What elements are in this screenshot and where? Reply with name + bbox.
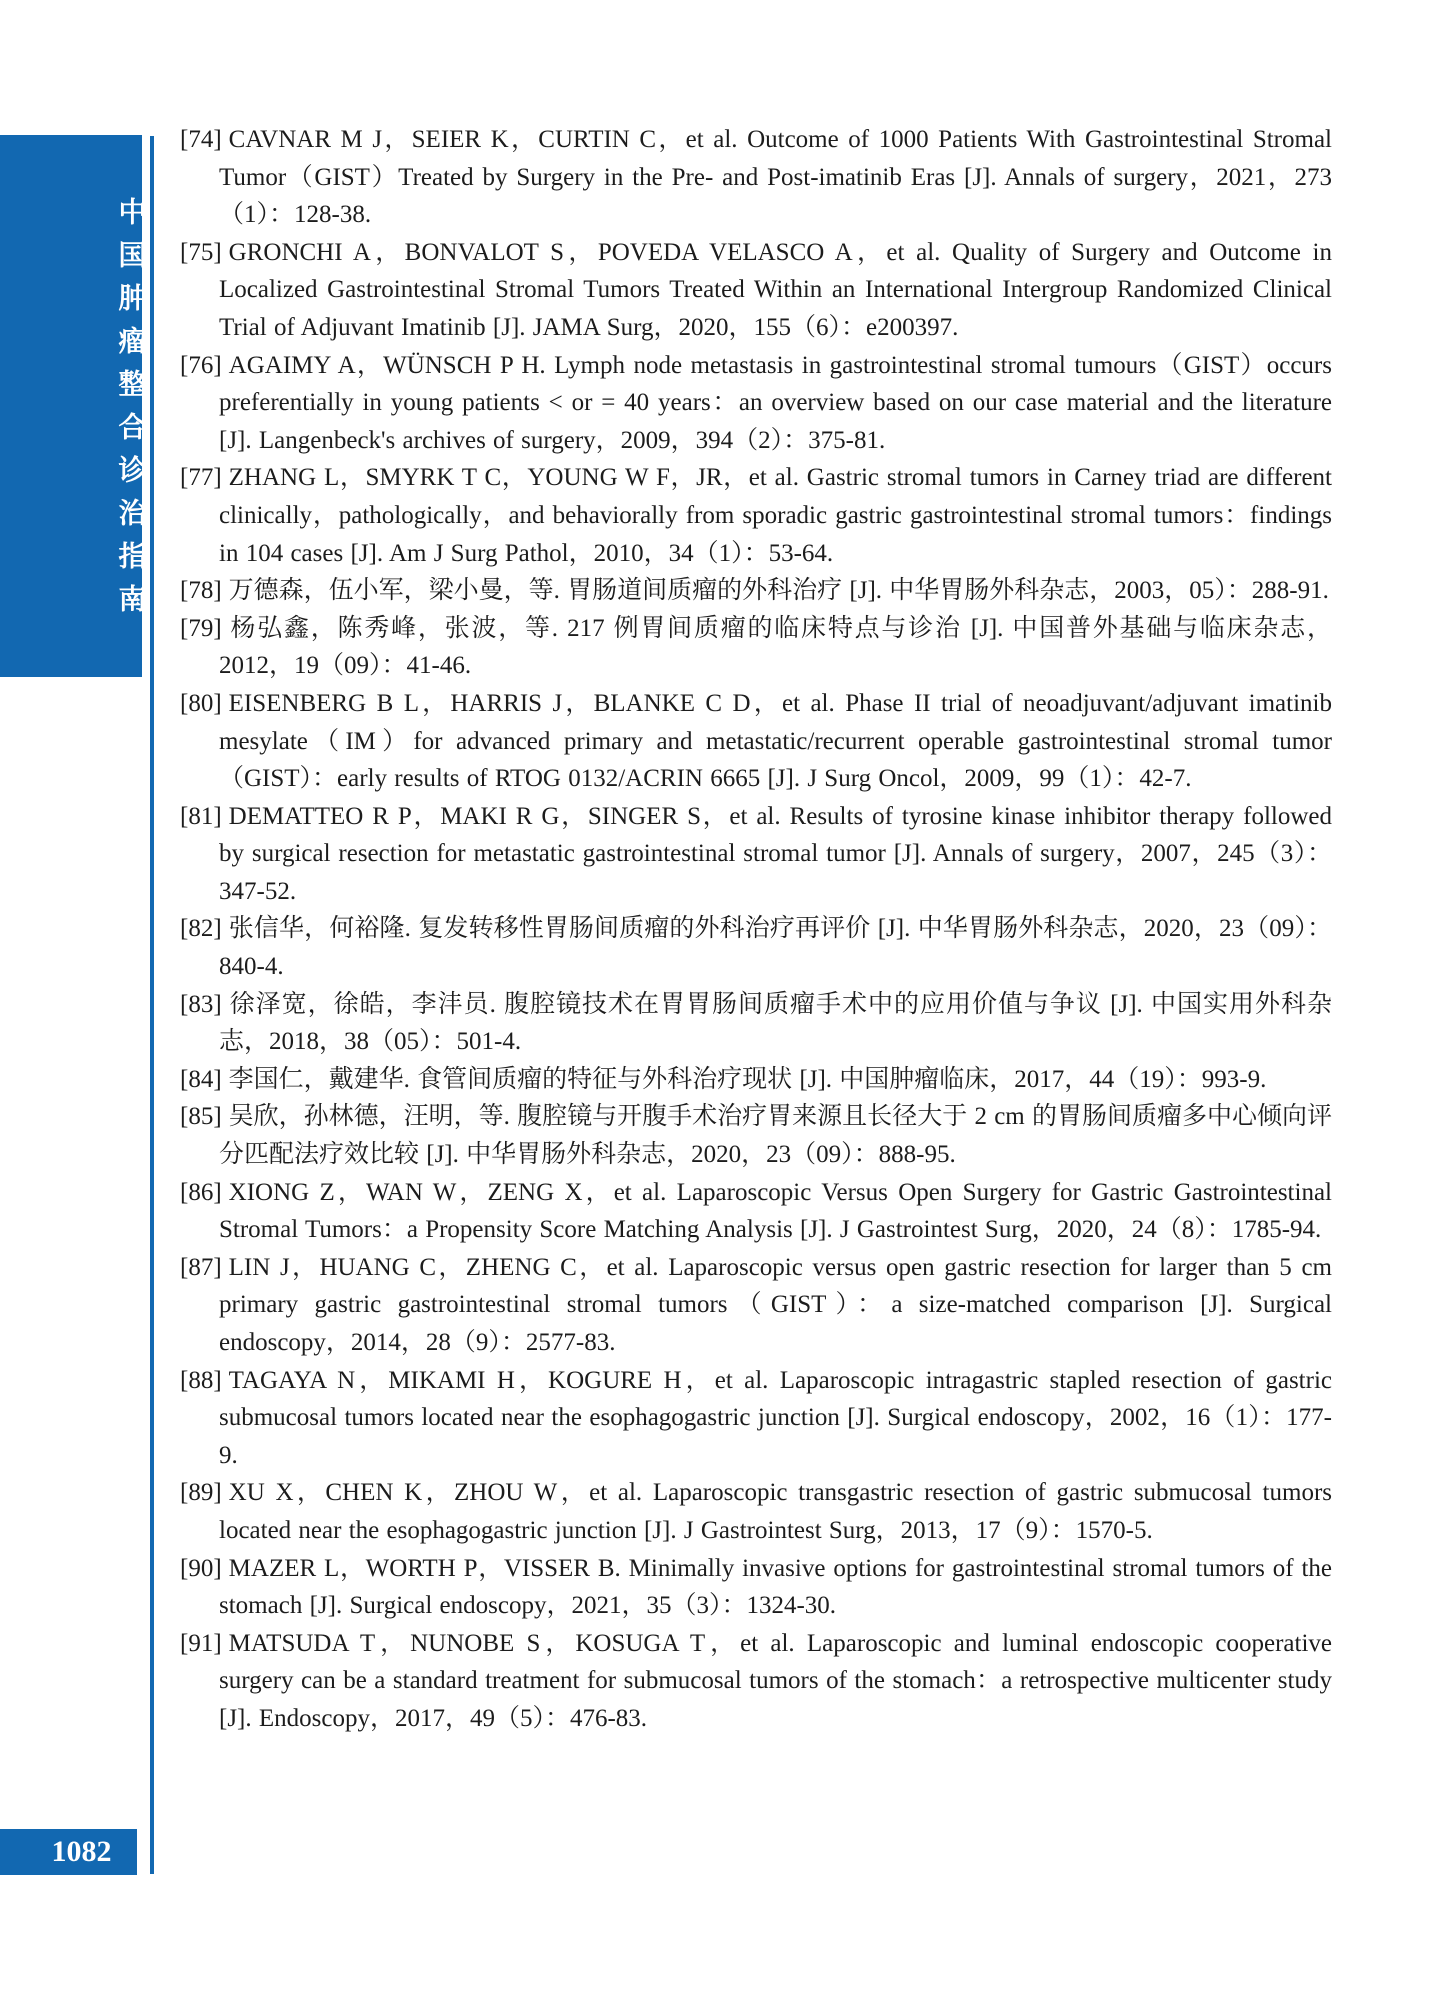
reference-text: AGAIMY A，WÜNSCH P H. Lymph node metastasis in gastrointestinal stromal tumours（GIST）occurs preferentially in young patients < or = 40 years：an overview based on our case material and the literature [J]. Langenbeck's archives of surgery，2009，394（2）：375-81. [219, 351, 1332, 454]
reference-number: [77] [180, 464, 222, 492]
page-number: 1082 [51, 1835, 112, 1868]
reference-item [180, 986, 1332, 1061]
reference-item [180, 347, 1332, 460]
reference-item [180, 572, 1332, 610]
reference-text: CAVNAR M J，SEIER K，CURTIN C，et al. Outcome of 1000 Patients With Gastrointestinal Stromal Tumor（GIST）Treated by Surgery in the Pre- and Post-imatinib Eras [J]. Annals of surgery，2021，273（1）：128-38. [219, 126, 1332, 229]
reference-number: [76] [180, 351, 222, 379]
reference-number: [90] [180, 1554, 222, 1582]
reference-item [180, 1550, 1332, 1625]
reference-number: [81] [180, 802, 222, 830]
reference-text: LIN J，HUANG C，ZHENG C，et al. Laparoscopic versus open gastric resection for larger than 5 cm primary gastric gastrointestinal stromal tumors（GIST）：a size-matched comparison [J]. Surgical endoscopy，2014，28（9）：2577-83. [219, 1253, 1332, 1356]
reference-item [180, 121, 1332, 234]
reference-text: ZHANG L，SMYRK T C，YOUNG W F，JR，et al. Gastric stromal tumors in Carney triad are different clinically，pathologically，and behaviorally from sporadic gastric gastrointestinal stromal tumors：findings in 104 cases [J]. Am J Surg Pathol，2010，34（1）：53-64. [219, 464, 1332, 567]
reference-number: [80] [180, 689, 222, 717]
reference-text: MATSUDA T，NUNOBE S，KOSUGA T，et al. Laparoscopic and luminal endoscopic cooperative surgery can be a standard treatment for submucosal tumors of the stomach：a retrospective multicenter study [J]. Endoscopy，2017，49（5）：476-83. [219, 1629, 1332, 1732]
reference-number: [84] [180, 1065, 222, 1093]
reference-number: [85] [180, 1103, 222, 1131]
reference-number: [86] [180, 1178, 222, 1206]
reference-item [180, 1362, 1332, 1475]
reference-text: TAGAYA N，MIKAMI H，KOGURE H，et al. Laparoscopic intragastric stapled resection of gastric submucosal tumors located near the esophagogastric junction [J]. Surgical endoscopy，2002，16（1）：177-9. [219, 1366, 1332, 1469]
sidebar-divider-line [150, 136, 154, 1874]
reference-text: EISENBERG B L，HARRIS J，BLANKE C D，et al. Phase II trial of neoadjuvant/adjuvant imatinib mesylate（IM）for advanced primary and metastatic/recurrent operable gastrointestinal stromal tumor（GIST）：early results of RTOG 0132/ACRIN 6665 [J]. J Surg Oncol，2009，99（1）：42-7. [219, 689, 1332, 793]
reference-number: [74] [180, 126, 222, 153]
reference-text: MAZER L，WORTH P，VISSER B. Minimally invasive options for gastrointestinal stromal tumors of the stomach [J]. Surgical endoscopy，2021，35（3）：1324-30. [219, 1554, 1332, 1620]
reference-text: 杨弘鑫，陈秀峰，张波，等. 217 例胃间质瘤的临床特点与诊治 [J]. 中国普外基础与临床杂志，2012，19（09）：41-46. [219, 614, 1332, 680]
reference-text: 徐泽宽，徐皓，李沣员. 腹腔镜技术在胃胃肠间质瘤手术中的应用价值与争议 [J]. 中国实用外科杂志，2018，38（05）：501-4. [219, 990, 1332, 1056]
reference-number: [91] [180, 1629, 222, 1657]
reference-number: [75] [180, 238, 222, 266]
reference-text: 李国仁，戴建华. 食管间质瘤的特征与外科治疗现状 [J]. 中国肿瘤临床，2017，44（19）：993-9. [228, 1065, 1267, 1093]
reference-number: [82] [180, 915, 222, 943]
reference-number: [78] [180, 577, 222, 605]
reference-item [180, 1625, 1332, 1738]
reference-item [180, 459, 1332, 572]
reference-text: 张信华，何裕隆. 复发转移性胃肠间质瘤的外科治疗再评价 [J]. 中华胃肠外科杂志，2020，23（09）：840-4. [219, 915, 1332, 981]
reference-item [180, 798, 1332, 911]
reference-number: [88] [180, 1366, 222, 1394]
reference-text: XIONG Z，WAN W，ZENG X，et al. Laparoscopic Versus Open Surgery for Gastric Gastrointestinal Stromal Tumors：a Propensity Score Matching Analysis [J]. J Gastrointest Surg，2020，24（8）：1785-94. [219, 1178, 1332, 1244]
sidebar-title-box [0, 135, 147, 677]
reference-item [180, 1249, 1332, 1362]
reference-text: GRONCHI A，BONVALOT S，POVEDA VELASCO A，et al. Quality of Surgery and Outcome in Localized Gastrointestinal Stromal Tumors Treated Within an International Intergroup Randomized Clinical Trial of Adjuvant Imatinib [J]. JAMA Surg，2020，155（6）：e200397. [219, 238, 1332, 341]
reference-item [180, 234, 1332, 347]
reference-number: [79] [180, 614, 222, 642]
reference-item [180, 610, 1332, 685]
reference-item [180, 1061, 1332, 1099]
reference-item [180, 910, 1332, 985]
reference-item [180, 1174, 1332, 1249]
reference-item [180, 1474, 1332, 1549]
book-title-vertical: 中国肿瘤整合诊治指南 [115, 197, 147, 627]
reference-text: 吴欣，孙林德，汪明，等. 腹腔镜与开腹手术治疗胃来源且长径大于 2 cm 的胃肠间质瘤多中心倾向评分匹配法疗效比较 [J]. 中华胃肠外科杂志，2020，23（09）：888-95. [219, 1103, 1332, 1169]
page-number-box [0, 1829, 137, 1875]
reference-list [180, 121, 1332, 1738]
reference-text: 万德森，伍小军，梁小曼，等. 胃肠道间质瘤的外科治疗 [J]. 中华胃肠外科杂志，2003，05）：288-91. [228, 577, 1329, 605]
reference-text: XU X，CHEN K，ZHOU W，et al. Laparoscopic transgastric resection of gastric submucosal tumors located near the esophagogastric junction [J]. J Gastrointest Surg，2013，17（9）：1570-5. [219, 1479, 1332, 1544]
reference-number: [89] [180, 1479, 222, 1507]
reference-text: DEMATTEO R P，MAKI R G，SINGER S，et al. Results of tyrosine kinase inhibitor therapy followed by surgical resection for metastatic gastrointestinal stromal tumor [J]. Annals of surgery，2007，245（3）：347-52. [219, 802, 1332, 905]
reference-item [180, 685, 1332, 798]
reference-number: [83] [180, 990, 222, 1018]
reference-number: [87] [180, 1253, 222, 1281]
reference-item [180, 1098, 1332, 1173]
